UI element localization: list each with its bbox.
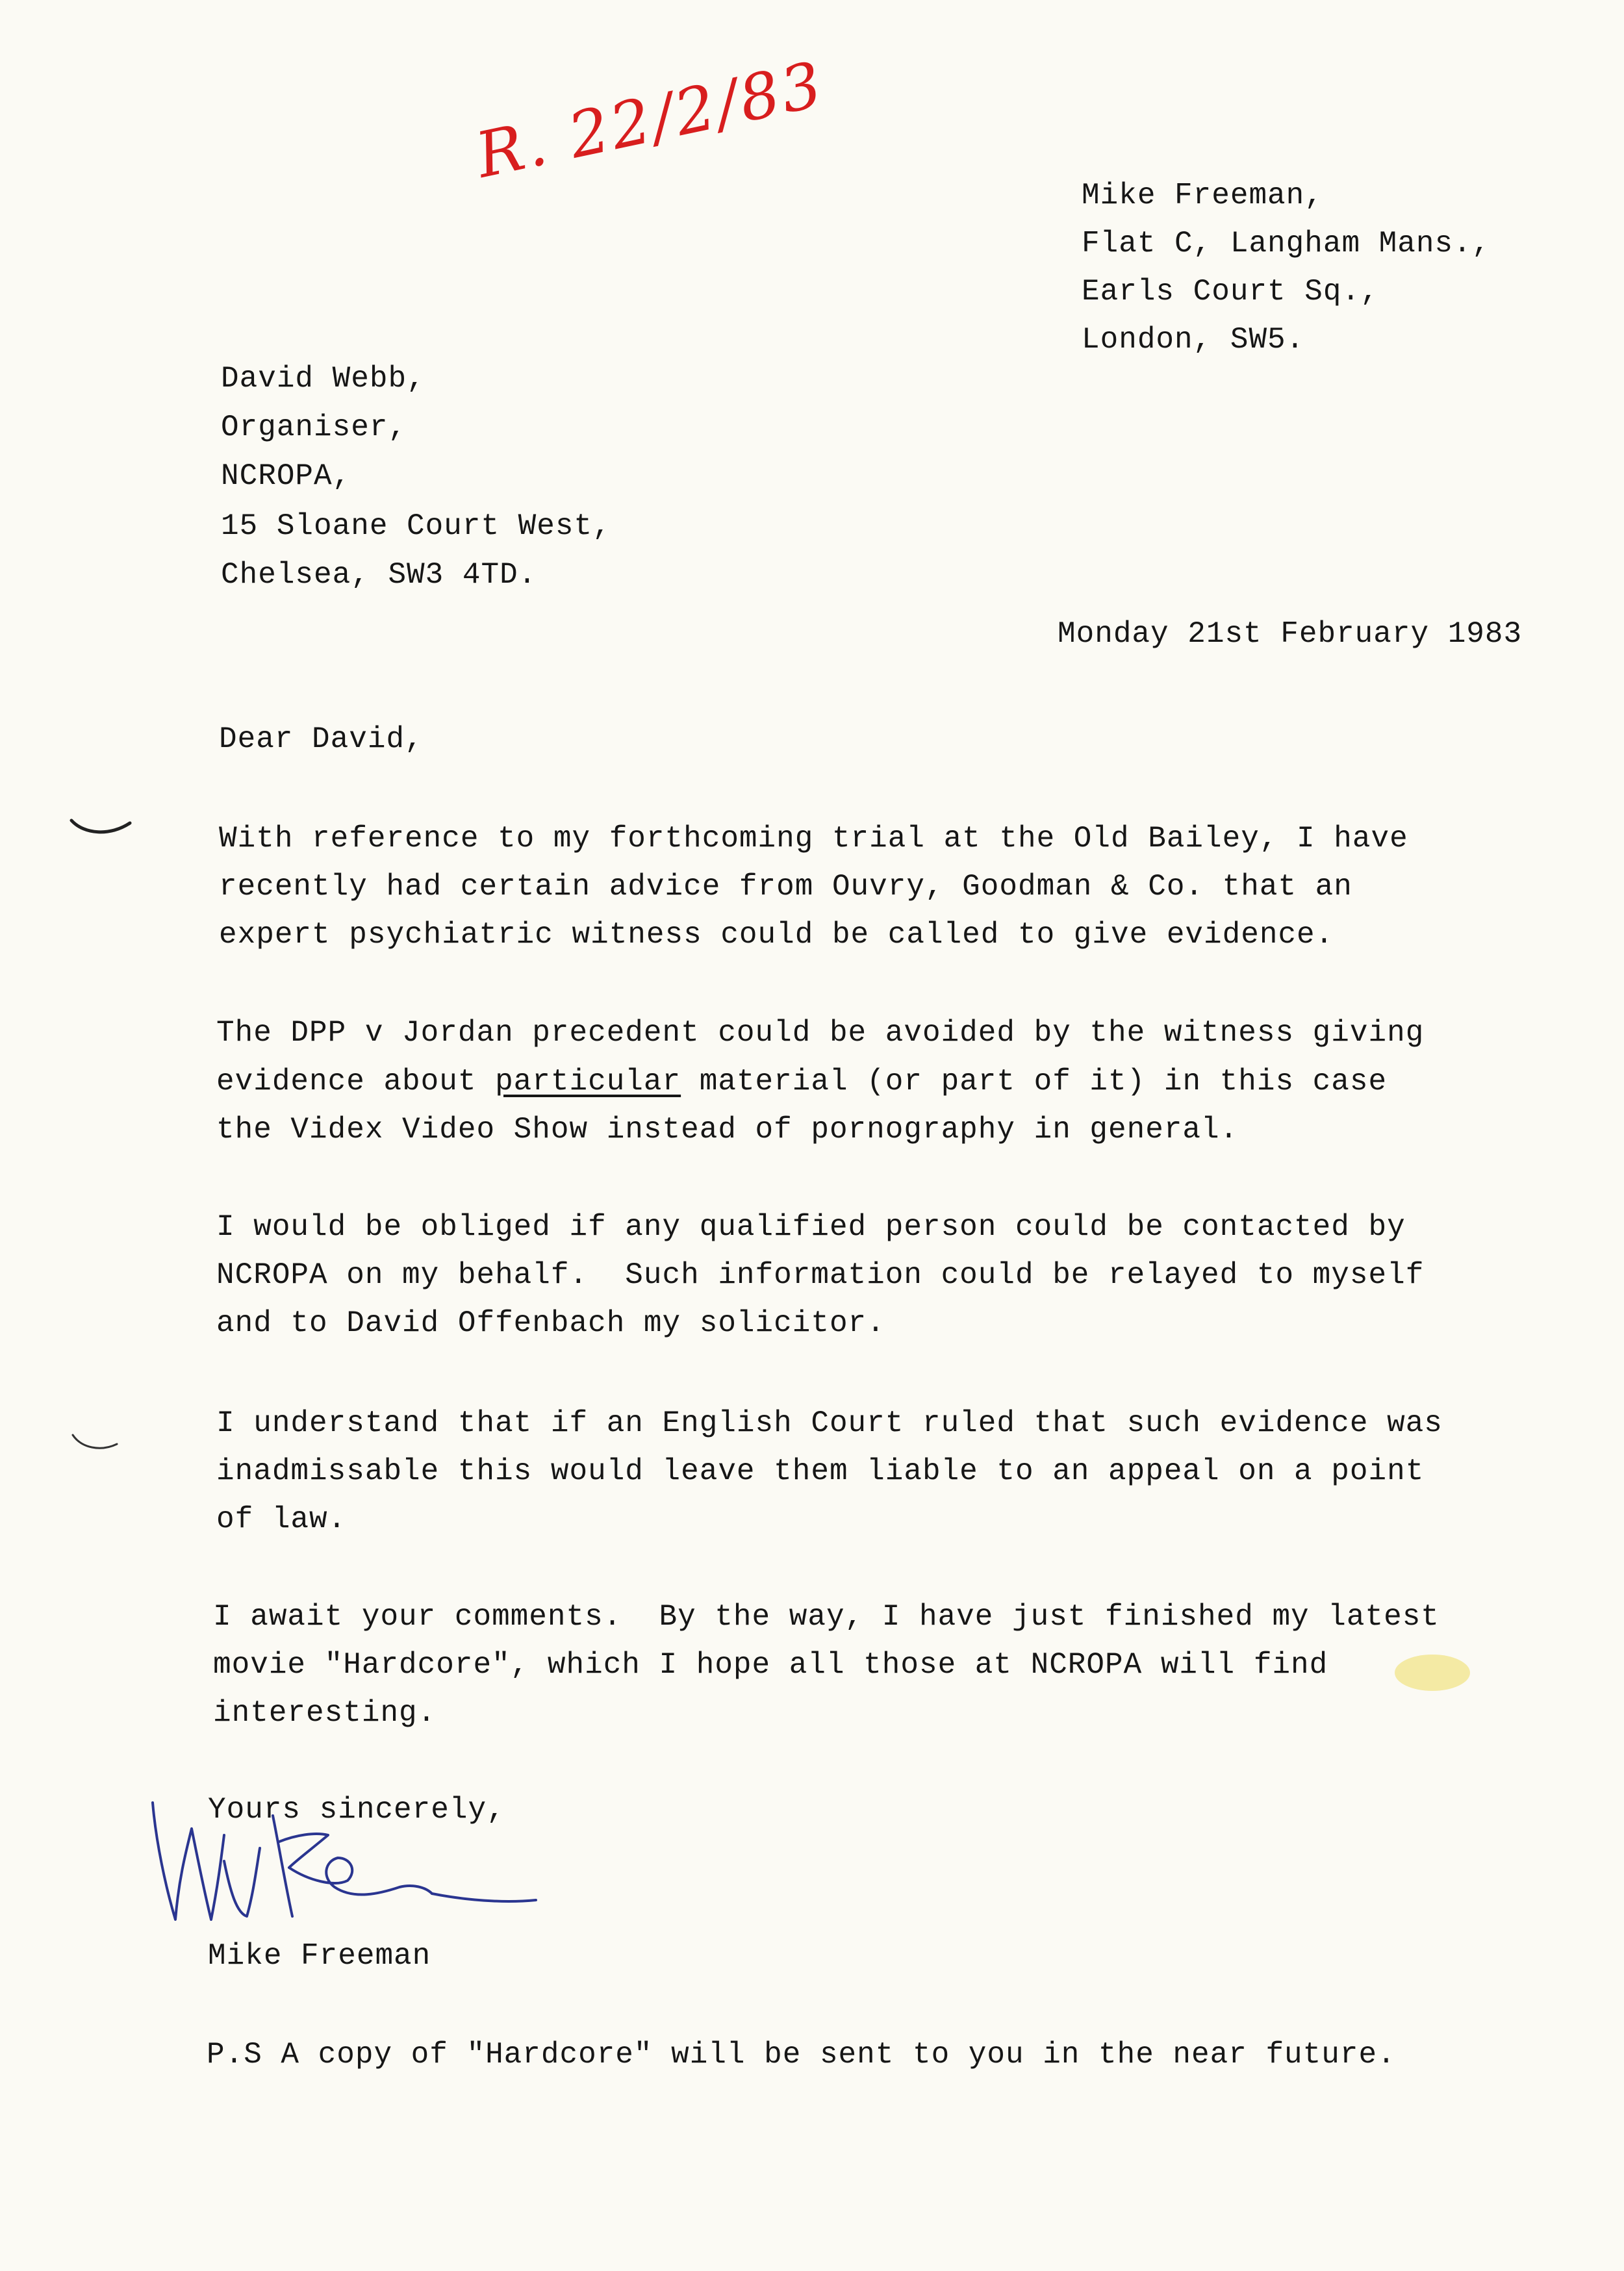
body-line: expert psychiatric witness could be called to give evidence. (219, 918, 1334, 952)
body-text: material (or part of it) in this case (681, 1065, 1388, 1098)
body-line-with-emphasis (216, 1067, 1387, 1097)
body-line: of law. (216, 1503, 347, 1536)
underlined-word: particular (495, 1065, 681, 1098)
body-line: interesting. (213, 1696, 437, 1730)
body-line: inadmissable this would leave them liable to an appeal on a point (216, 1454, 1425, 1488)
body-text: evidence about (216, 1065, 496, 1098)
signature-name: Mike Freeman (208, 1939, 431, 1973)
recipient-line: 15 Sloane Court West, (221, 509, 611, 543)
body-line: With reference to my forthcoming trial at the Old Bailey, I have (219, 822, 1408, 856)
received-annotation: R. 22/2/83 (470, 47, 831, 192)
body-line: NCROPA on my behalf. Such information could be relayed to myself (216, 1258, 1425, 1292)
recipient-line: Organiser, (221, 411, 407, 444)
body-line: recently had certain advice from Ouvry, Goodman & Co. that an (219, 870, 1352, 904)
body-line: The DPP v Jordan precedent could be avoided by the witness giving (216, 1016, 1425, 1050)
sender-line: Mike Freeman, (1082, 179, 1323, 212)
recipient-line: David Webb, (221, 362, 425, 396)
punch-hole-mark (65, 1426, 136, 1465)
salutation: Dear David, (219, 722, 424, 756)
body-line: I would be obliged if any qualified person could be contacted by (216, 1210, 1406, 1244)
letter-date: Monday 21st February 1983 (1058, 617, 1523, 651)
body-line: and to David Offenbach my solicitor. (216, 1306, 885, 1340)
sender-line: London, SW5. (1082, 323, 1305, 357)
closing: Yours sincerely, (208, 1793, 505, 1827)
handwritten-signature (140, 1790, 549, 1939)
sender-line: Flat C, Langham Mans., (1082, 227, 1491, 260)
body-line: I await your comments. By the way, I have just finished my latest (213, 1600, 1440, 1634)
paper-stain (1387, 1647, 1478, 1699)
recipient-line: Chelsea, SW3 4TD. (221, 558, 537, 592)
body-line: movie "Hardcore", which I hope all those at NCROPA will find (213, 1648, 1328, 1682)
body-line: the Videx Video Show instead of pornography in general. (216, 1113, 1239, 1147)
punch-hole-mark (65, 809, 136, 848)
body-line: I understand that if an English Court ruled that such evidence was (216, 1406, 1443, 1440)
postscript: P.S A copy of "Hardcore" will be sent to you in the near future. (207, 2038, 1396, 2072)
recipient-line: NCROPA, (221, 459, 351, 493)
sender-line: Earls Court Sq., (1082, 275, 1379, 309)
